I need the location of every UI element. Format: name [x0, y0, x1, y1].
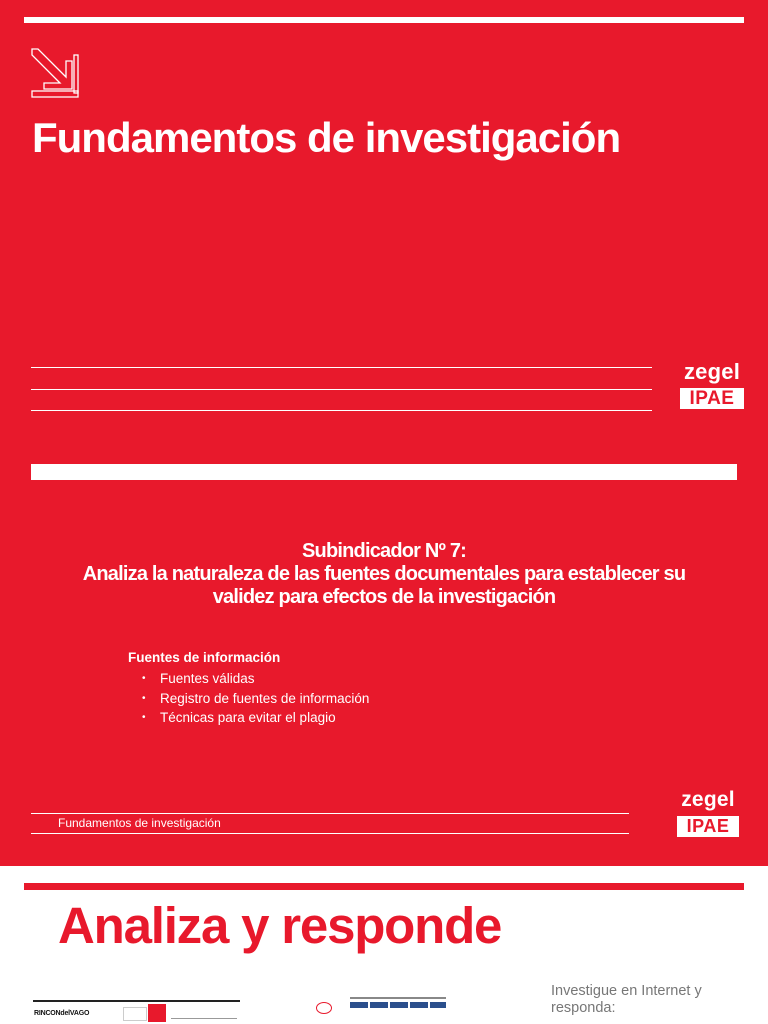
instruction-text: Investigue en Internet y responda:: [551, 983, 702, 1016]
divider-line: [31, 367, 652, 368]
zegel-ipae-logo: zegel IPAE: [677, 788, 739, 837]
sources-heading: Fuentes de información: [128, 650, 281, 665]
divider-line: [31, 833, 629, 834]
list-item: • Técnicas para evitar el plagio: [142, 708, 369, 728]
bullet-icon: •: [142, 673, 146, 684]
top-red-bar: [24, 883, 744, 890]
presentation-title: Fundamentos de investigación: [32, 114, 621, 161]
subindicator-heading: [0, 540, 768, 609]
divider-line: [31, 813, 629, 814]
thumbnail-site-logo: [316, 1002, 332, 1014]
bullet-icon: •: [142, 692, 146, 704]
subindicator-line: validez para efectos de la investigación: [212, 586, 556, 608]
divider-line: [31, 389, 652, 390]
thumbnail-menu-icon: [123, 1007, 147, 1021]
top-white-bar: [31, 464, 737, 480]
subindicator-line: Subindicador Nº 7:: [301, 540, 467, 562]
sources-list: [128, 669, 369, 728]
thumbnail-red-badge: [148, 1004, 166, 1022]
divider-line: [31, 410, 652, 411]
title-slide: [0, 0, 768, 440]
bullet-icon: •: [142, 712, 146, 723]
thumbnail-site-logo: RINCONdelVAGO: [34, 1010, 90, 1017]
thumbnail-nav-bar: [350, 1002, 446, 1008]
slide-title: Analiza y responde: [58, 897, 502, 954]
list-item: • Fuentes válidas: [142, 669, 369, 689]
analiza-slide: [0, 866, 768, 1024]
arrow-down-right-icon: [30, 47, 80, 99]
sources-block: [128, 650, 369, 728]
zegel-ipae-logo: zegel IPAE: [680, 360, 744, 409]
website-screenshot-thumbnail: [314, 996, 448, 1018]
thumbnail-top-rule: [33, 1000, 240, 1002]
footer-course-title: Fundamentos de investigación: [58, 816, 221, 830]
list-item: • Registro de fuentes de información: [142, 689, 369, 709]
thumbnail-search-box: [171, 1008, 237, 1019]
website-screenshot-thumbnail: [33, 1000, 240, 1024]
thumbnail-header-line: [350, 997, 446, 999]
subindicator-slide: [0, 440, 768, 866]
subindicator-line: Analiza la naturaleza de las fuentes documentales para establecer su: [82, 563, 686, 585]
top-white-bar: [24, 17, 744, 23]
